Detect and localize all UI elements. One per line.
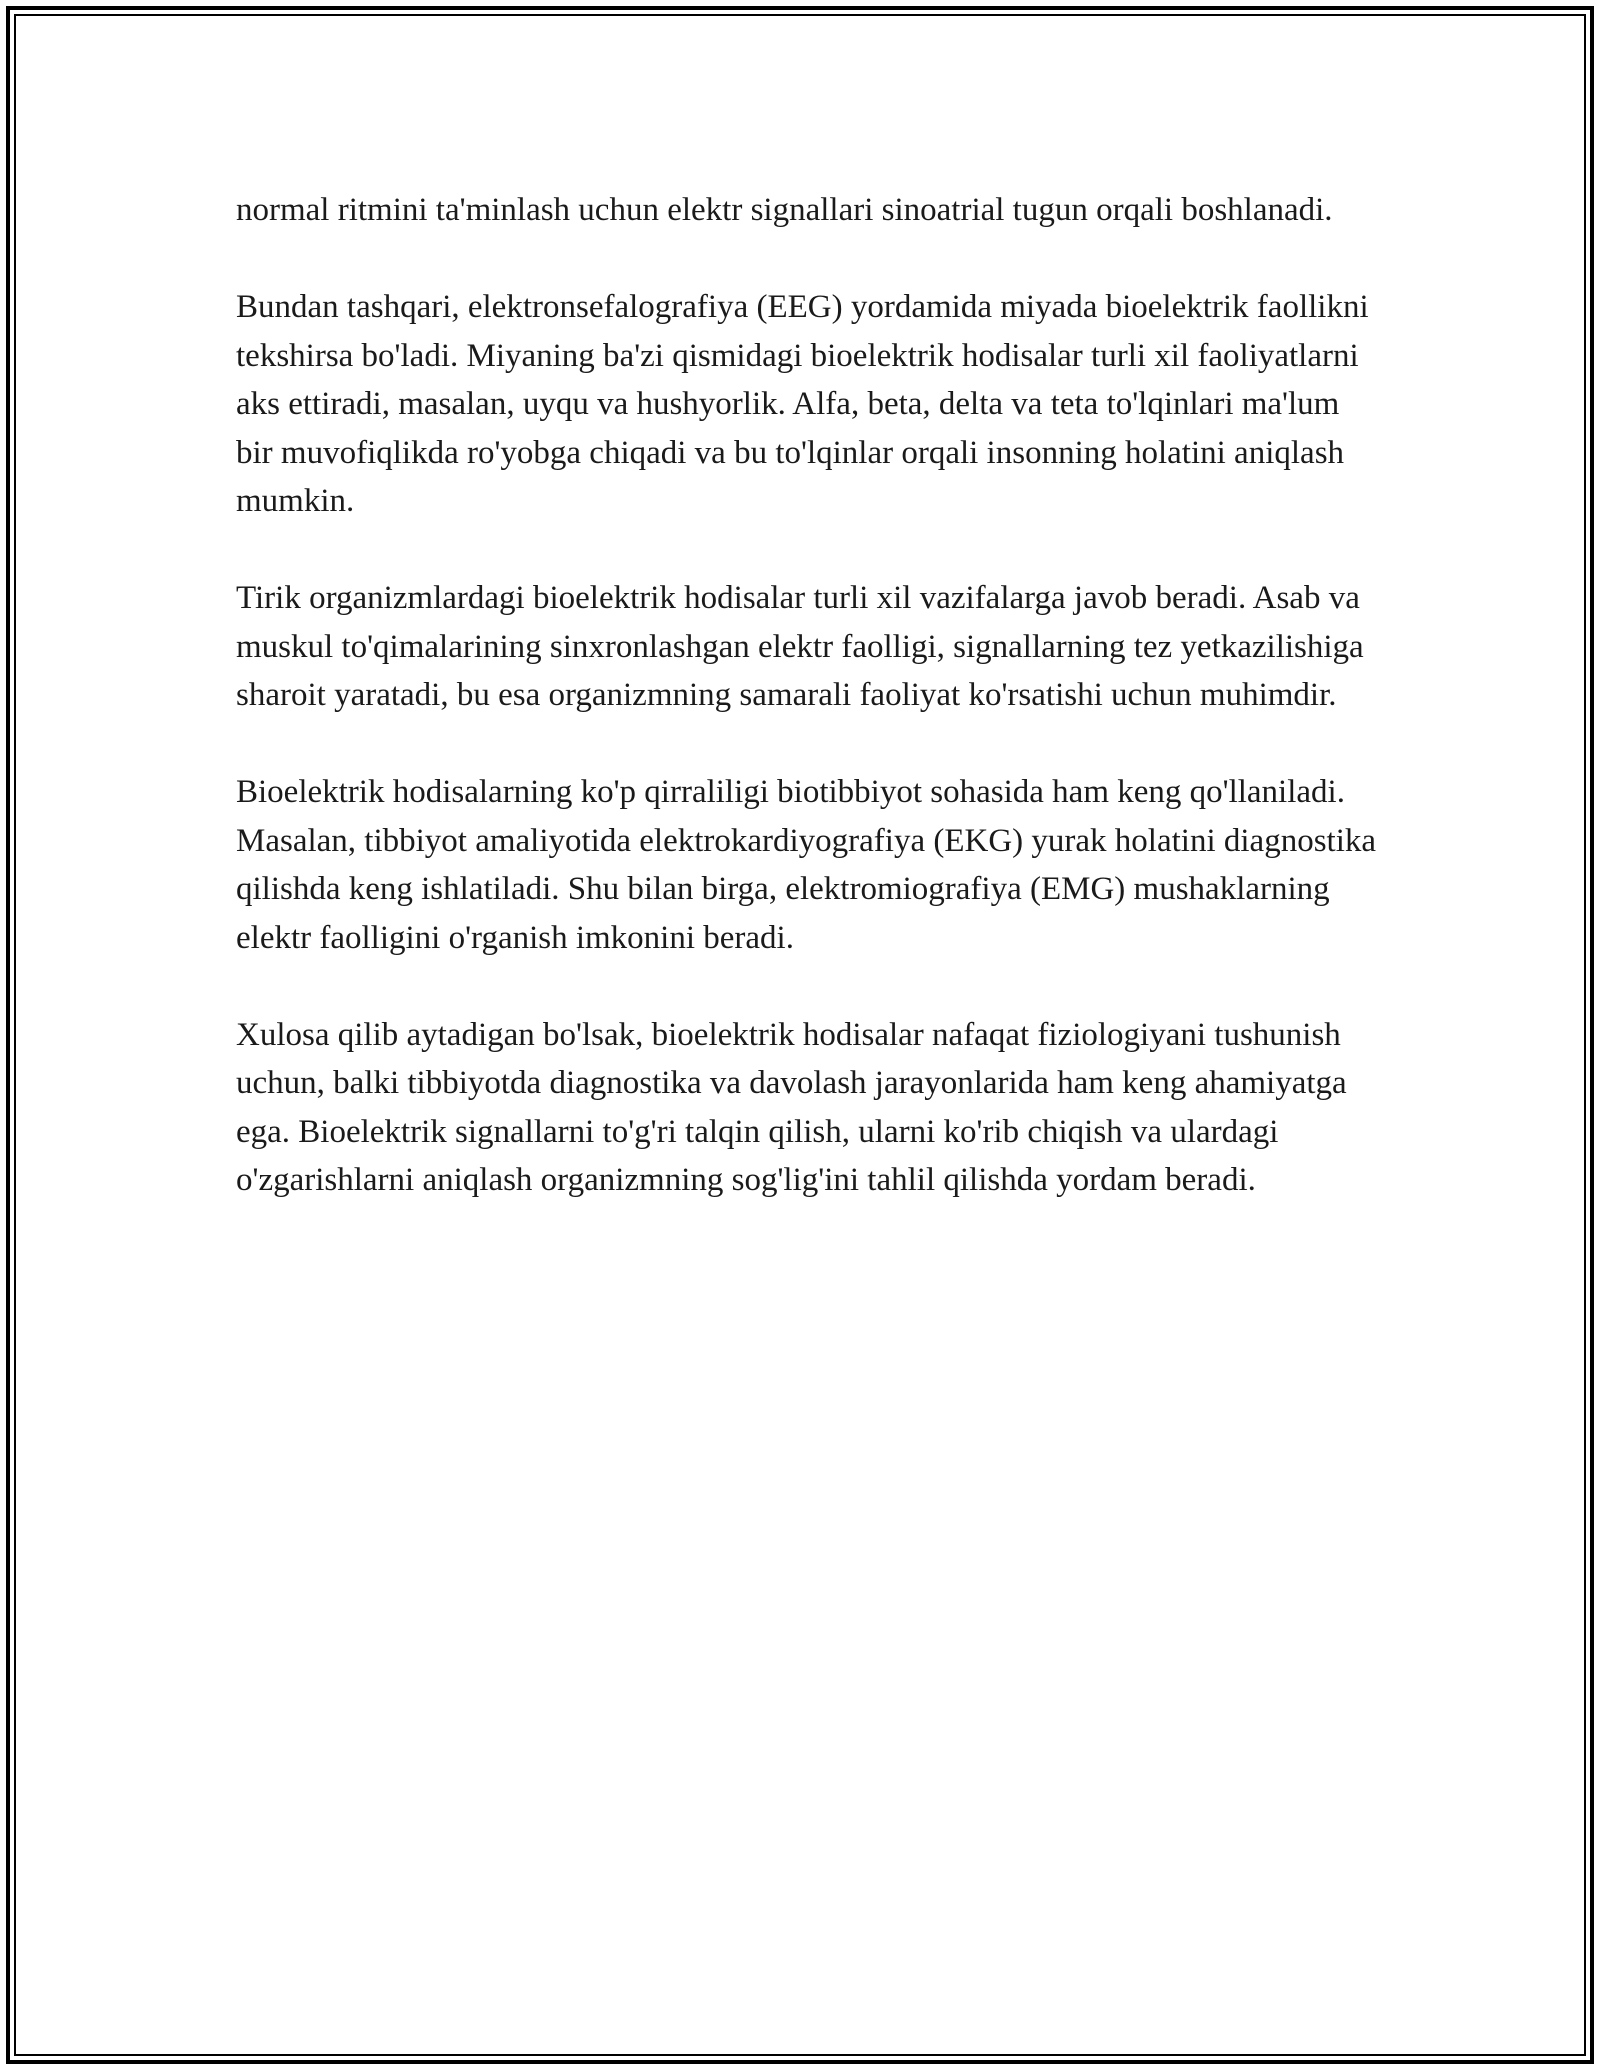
paragraph-heart-rhythm: normal ritmini ta'minlash uchun elektr signallari sinoatrial tugun orqali boshlanadi. <box>236 192 1333 228</box>
paragraph-organism-functions: Tirik organizmlardagi bioelektrik hodisalar turli xil vazifalarga javob beradi. Asab va muskul to'qimalarining sinxronlashgan elektr faolligi, signallarning tez yetkazilishiga sharoit yaratadi, bu esa organizmning samarali faoliyat ko'rsatishi uchun muhimdir. <box>236 580 1364 713</box>
document-body <box>236 186 1376 1253</box>
paragraph-biomedicine: Bioelektrik hodisalarning ko'p qirraliligi biotibbiyot sohasida ham keng qo'llaniladi. Masalan, tibbiyot amaliyotida elektrokardiyografiya (EKG) yurak holatini diagnostika qilishda keng ishlatiladi. Shu bilan birga, elektromiografiya (EMG) mushaklarning elektr faolligini o'rganish imkonini beradi. <box>236 774 1377 956</box>
paragraph-eeg: Bundan tashqari, elektronsefalografiya (EEG) yordamida miyada bioelektrik faollikni tekshirsa bo'ladi. Miyaning ba'zi qismidagi bioelektrik hodisalar turli xil faoliyatlarni aks ettiradi, masalan, uyqu va hushyorlik. Alfa, beta, delta va teta to'lqinlari ma'lum bir muvofiqlikda ro'yobga chiqadi va bu to'lqinlar orqali insonning holatini aniqlash mumkin. <box>236 289 1369 519</box>
paragraph-conclusion: Xulosa qilib aytadigan bo'lsak, bioelektrik hodisalar nafaqat fiziologiyani tushunish uchun, balki tibbiyotda diagnostika va davolash jarayonlarida ham keng ahamiyatga ega. Bioelektrik signallarni to'g'ri talqin qilish, ularni ko'rib chiqish va ulardagi o'zgarishlarni aniqlash organizmning sog'lig'ini tahlil qilishda yordam beradi. <box>236 1016 1347 1198</box>
